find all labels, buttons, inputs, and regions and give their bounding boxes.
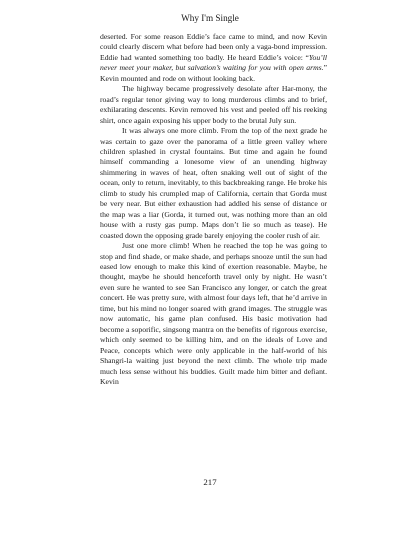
page-number: 217	[203, 477, 217, 487]
paragraph-1-lead: deserted. For some reason Eddie’s face came to mind, and now Kevin could clearly discern what before had been only a vaga-bond impression. Eddie had wanted something too badly. He heard Eddie’s voice: “	[100, 32, 327, 62]
body-text	[100, 32, 327, 387]
running-header: Why I'm Single	[181, 13, 239, 23]
eddie-quote: You’ll never meet your maker, but salvation’s waiting for you with open arms.	[100, 52, 327, 73]
paragraph-2: The highway became progressively desolate after Har-mony, the road’s regular tenor giving way to long murderous climbs and to brief, exhilarating descents. Kevin removed his vest and peeled off his reeking shirt, once again exposing his upper body to the brutal July sun.	[100, 84, 327, 125]
paragraph-3: It was always one more climb. From the top of the next grade he was certain to gaze over the panorama of a little green valley where children splashed in crystal fountains. But time and again he found himself commanding a lonesome view of an unending highway shimmering in waves of heat, often snaking well out of sight of the ocean, only to return, inevitably, to this backbreaking range. He broke his climb to study his crumpled map of California, certain that Gorda must be very near. But either exhaustion had addled his sense of distance or the map was a liar (Gorda, it turned out, was nothing more than an old house with a rusty gas pump. Maps don’t lie so much as tease). He coasted down the opposing grade barely enjoying the cooler rush of air.	[100, 126, 327, 240]
paragraph-1	[100, 32, 327, 84]
paragraph-1-tail: ” Kevin mounted and rode on without looking back.	[100, 63, 327, 83]
paragraph-4: Just one more climb! When he reached the top he was going to stop and find shade, or make shade, and perhaps snooze until the sun had eased low enough to make this kind of exertion reasonable. Maybe, he thought, maybe he should henceforth travel only by night. He wasn’t even sure he wanted to see San Francisco any longer, or catch the great concert. He was pretty sure, with almost four days left, that he’d arrive in time, but his mind no longer soared with grand images. The struggle was now automatic, his game plan confused. His basic motivation had become a soporific, singsong mantra on the benefits of rigorous exercise, which only seemed to be killing him, and on the ideals of Love and Peace, concepts which were only applicable in the half-world of his Shangri-la waiting just beyond the next climb. The whole trip made much less sense without his buddies. Guilt made him bitter and defiant. Kevin	[100, 241, 327, 386]
